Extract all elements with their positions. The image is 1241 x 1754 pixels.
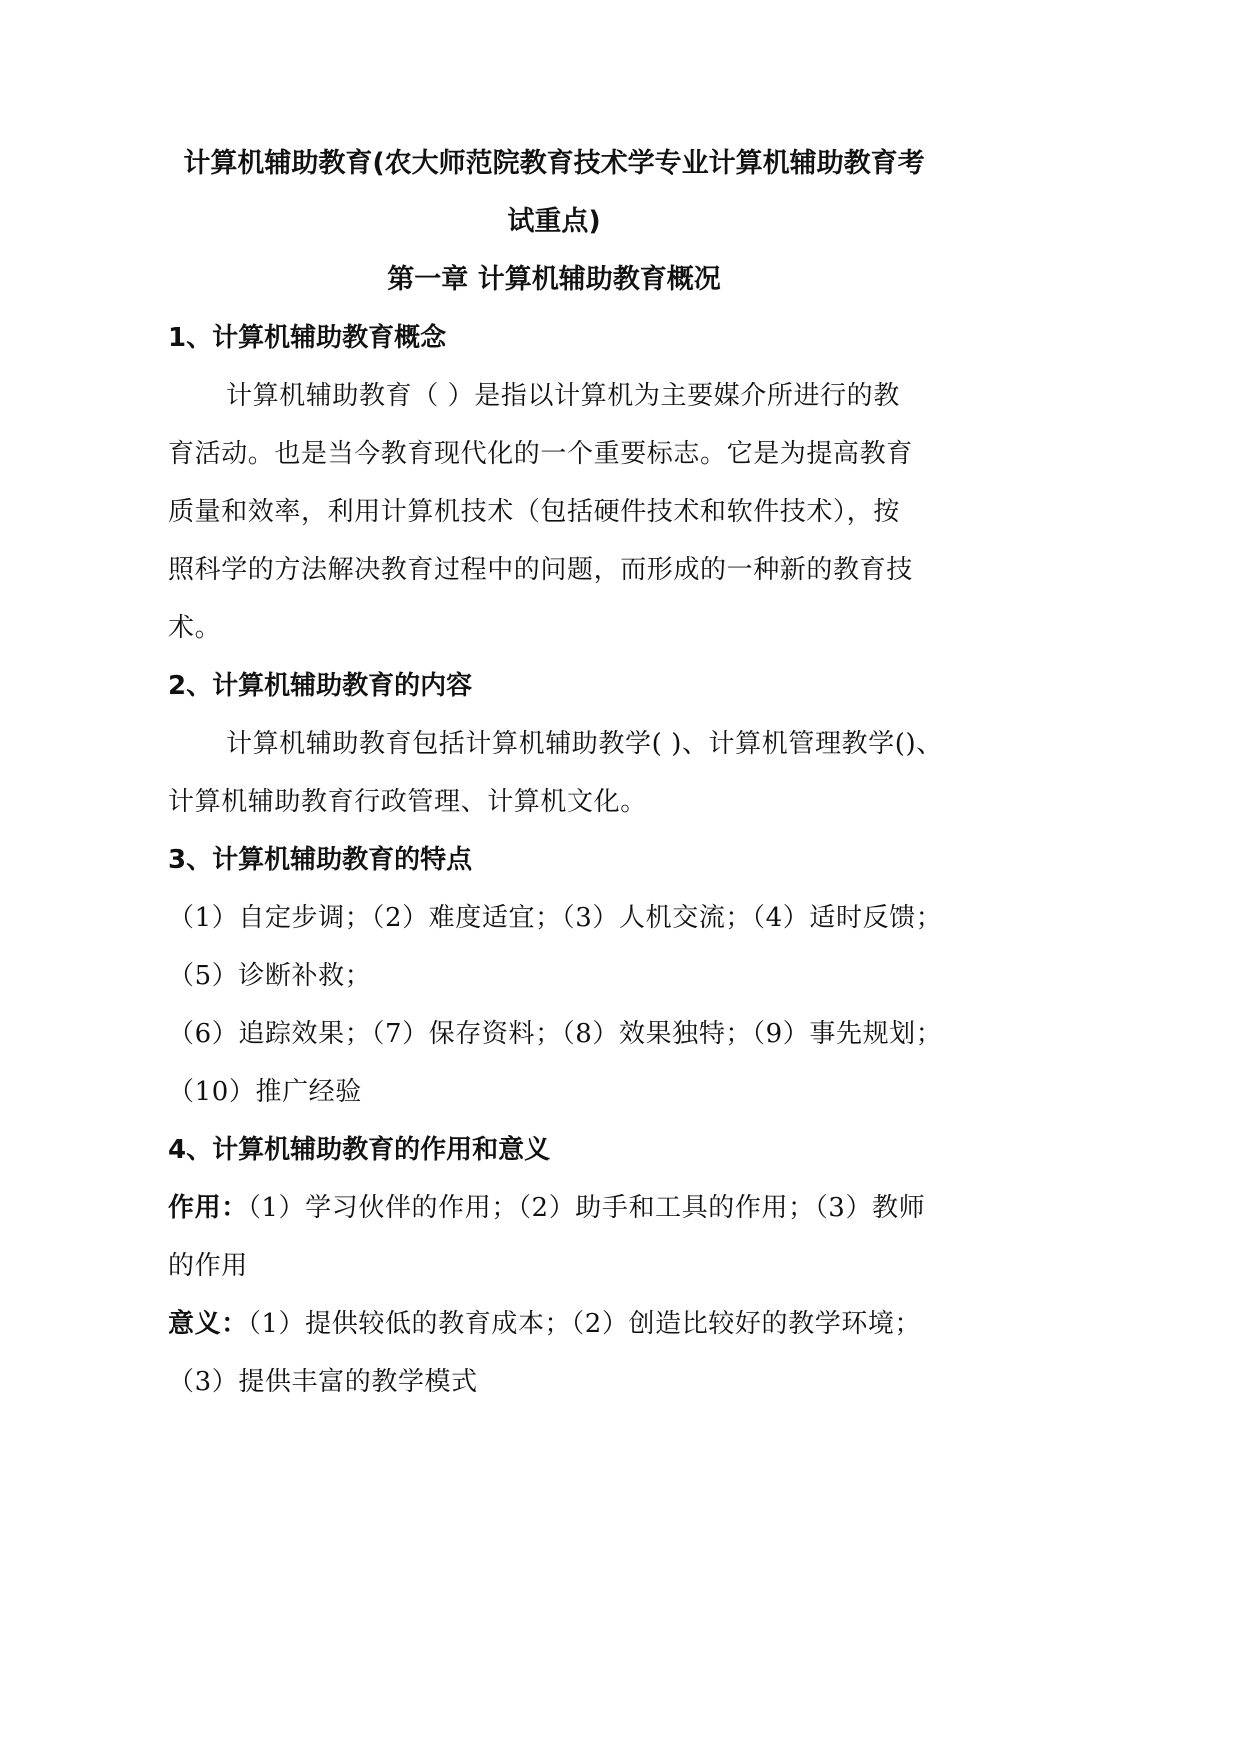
section-3-line-2: （5）诊断补救； — [168, 961, 372, 991]
section-1-heading: 1、计算机辅助教育概念 — [168, 323, 447, 353]
section-4-heading: 4、计算机辅助教育的作用和意义 — [168, 1135, 551, 1165]
role-line-1 — [168, 1188, 948, 1228]
section-3-line-1: （1）自定步调；（2）难度适宜；（3）人机交流；（4）适时反馈； — [168, 903, 943, 933]
section-2-line-2: 计算机辅助教育行政管理、计算机文化。 — [168, 787, 647, 817]
section-1-line-1: 计算机辅助教育（ ）是指以计算机为主要媒介所进行的教 — [226, 381, 900, 411]
meaning-line-2: （3）提供丰富的教学模式 — [168, 1367, 478, 1397]
document-title-line-1: 计算机辅助教育(农大师范院教育技术学专业计算机辅助教育考 — [183, 148, 925, 179]
role-label: 作用： — [168, 1193, 248, 1223]
section-3-heading: 3、计算机辅助教育的特点 — [168, 845, 473, 875]
section-2-line-1: 计算机辅助教育包括计算机辅助教学( )、计算机管理教学()、 — [226, 729, 943, 759]
section-3-line-4: （10）推广经验 — [168, 1077, 362, 1107]
meaning-text-1: （1）提供较低的教育成本；（2）创造比较好的教学环境； — [247, 1309, 922, 1339]
section-3-line-3: （6）追踪效果；（7）保存资料；（8）效果独特；（9）事先规划； — [168, 1019, 943, 1049]
section-1-line-4: 照科学的方法解决教育过程中的问题，而形成的一种新的教育技 — [168, 555, 913, 585]
section-1-line-3: 质量和效率，利用计算机技术（包括硬件技术和软件技术），按 — [168, 497, 900, 527]
document-title-line-2: 试重点) — [507, 206, 601, 237]
role-text-1: （1）学习伙伴的作用；（2）助手和工具的作用；（3）教师 — [247, 1193, 926, 1223]
role-line-2: 的作用 — [168, 1251, 248, 1281]
section-2-heading: 2、计算机辅助教育的内容 — [168, 671, 473, 701]
section-1-line-5: 术。 — [168, 613, 222, 643]
chapter-heading: 第一章 计算机辅助教育概况 — [387, 264, 721, 295]
meaning-line-1 — [168, 1304, 948, 1344]
meaning-label: 意义： — [168, 1309, 248, 1339]
section-1-line-2: 育活动。也是当今教育现代化的一个重要标志。它是为提高教育 — [168, 439, 913, 469]
